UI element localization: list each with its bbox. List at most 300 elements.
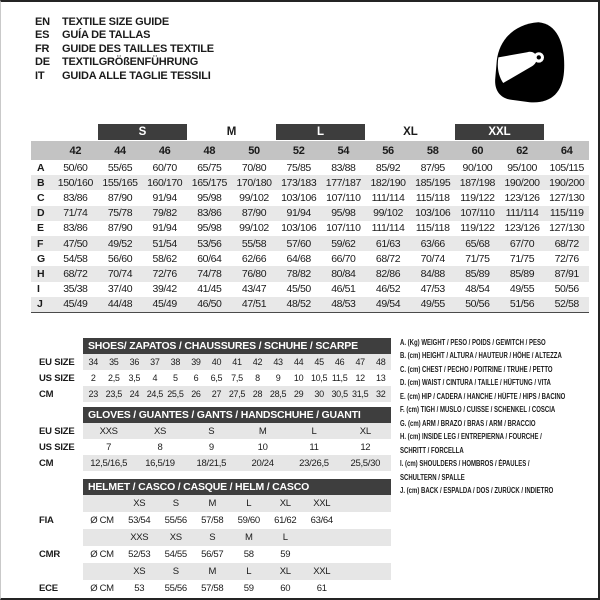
language-code: IT <box>35 69 45 82</box>
shoes-cells <box>83 354 391 370</box>
legend-line: J. (cm) BACK / ESPALDA / DOS / ZURÜCK / INDIETRO <box>400 485 554 495</box>
glove-size-cell: 25,5/30 <box>350 457 381 469</box>
shoe-size-cell: 38 <box>170 357 181 367</box>
measurement-cell: 83/86 <box>63 222 88 235</box>
measurement-cell: 72/76 <box>554 252 579 265</box>
language-row <box>35 29 214 42</box>
measurement-cell: 150/160 <box>57 176 93 189</box>
measurement-cell: 107/110 <box>460 207 495 220</box>
glove-size-cell: S <box>208 425 215 437</box>
shoe-size-cell: 5 <box>173 373 178 383</box>
measurement-cell: 50/56 <box>465 298 490 311</box>
measurement-cell: 90/100 <box>462 161 493 174</box>
measurement-cell: 103/106 <box>281 222 317 235</box>
measurement-cell: 37/40 <box>107 283 133 296</box>
measurement-cell: 63/66 <box>420 237 445 250</box>
measurement-cell: 70/74 <box>420 252 445 265</box>
shoe-size-cell: 31,5 <box>352 389 369 399</box>
language-title: GUIDE DES TAILLES TEXTILE <box>62 42 214 55</box>
helmet-size-cell: 55/56 <box>164 515 187 526</box>
measurement-cell: 35/38 <box>63 283 88 296</box>
measurement-cell: 60/70 <box>152 161 177 174</box>
shoes-row <box>39 386 391 402</box>
helmet-cells <box>83 512 391 529</box>
shoe-size-cell: 34 <box>88 357 98 367</box>
measurement-cell: 115/118 <box>415 222 450 235</box>
measurement-row <box>31 175 589 190</box>
measurement-cell: 190/200 <box>549 176 585 189</box>
helmet-size-cell: 57/58 <box>201 583 224 594</box>
helmet-size-cell <box>304 549 341 560</box>
measurement-row <box>31 190 589 205</box>
measurement-cell: 55/65 <box>107 161 133 174</box>
measurement-cell: 70/74 <box>107 267 133 280</box>
measurement-cells <box>53 162 589 174</box>
measurement-cell: 83/86 <box>63 191 88 204</box>
helmet-title-bar: HELMET / CASCO / CASQUE / HELM / CASCO <box>83 479 391 495</box>
glove-size-cell: 8 <box>157 441 163 453</box>
language-code: DE <box>35 56 50 69</box>
shoes-row <box>39 354 391 370</box>
glove-size-cell: XS <box>153 425 167 437</box>
shoe-size-cell: 27 <box>211 389 222 399</box>
measurement-cell: 173/183 <box>281 176 317 189</box>
legend-line: E. (cm) HIP / CADERA / HANCHE / HÜFTE / HIPS / BACINO <box>400 391 566 401</box>
helmet-cells <box>83 495 391 512</box>
shoe-size-cell: 11,5 <box>331 373 348 383</box>
helmet-size-cell: 61 <box>316 583 327 594</box>
helmet-size-cells <box>121 515 340 526</box>
gloves-cells <box>83 423 391 439</box>
numeric-size-cell: 44 <box>114 144 126 157</box>
helmet-size-cell: 56/57 <box>201 549 224 560</box>
shoe-size-cell: 28 <box>252 389 263 399</box>
measurement-cell: 80/84 <box>331 267 356 280</box>
helmet-cells <box>83 563 391 580</box>
measurement-row-label: B <box>37 176 45 189</box>
measurement-cell: 70/80 <box>241 161 267 174</box>
glove-size-cell: 12,5/16,5 <box>90 457 128 469</box>
diameter-unit-label: Ø CM <box>90 515 114 526</box>
glove-size-cell: 9 <box>208 441 214 453</box>
measurement-cell: 78/82 <box>286 267 311 280</box>
letter-size-header: L <box>276 124 365 140</box>
helmet-row <box>39 546 391 563</box>
size-system-label: CM <box>39 388 54 400</box>
gloves-cells <box>83 455 391 471</box>
helmet-cells <box>83 546 391 563</box>
measurement-cell: 49/55 <box>420 298 445 311</box>
measurement-cell: 66/70 <box>331 252 356 265</box>
measurement-cell: 62/66 <box>241 252 267 265</box>
helmet-size-cell: L <box>282 532 288 543</box>
measurement-cells <box>53 192 589 204</box>
measurement-cell: 79/82 <box>152 207 177 220</box>
helmet-size-cells <box>121 498 340 509</box>
gloves-title-bar: GLOVES / GUANTES / GANTS / HANDSCHUHE / GUANTI <box>83 407 391 423</box>
measurement-cell: 127/130 <box>549 191 585 204</box>
shoe-size-cell: 29 <box>293 389 304 399</box>
size-system-label: US SIZE <box>39 441 75 453</box>
measurement-cell: 103/106 <box>415 207 451 220</box>
shoe-size-cell: 43 <box>273 357 283 367</box>
language-row <box>35 56 214 69</box>
helmet-size-cell: 61/62 <box>274 515 297 526</box>
homologation-label: CMR <box>39 549 61 560</box>
measurement-cell: 46/50 <box>197 298 222 311</box>
shoe-size-cell: 6,5 <box>210 373 223 383</box>
numeric-size-cell: 64 <box>560 144 573 157</box>
numeric-size-cell: 54 <box>337 144 350 157</box>
measurement-row-label: H <box>37 267 45 280</box>
helmet-size-cell: L <box>246 566 252 577</box>
measurement-cell: 123/126 <box>504 191 540 204</box>
shoe-size-cell: 39 <box>191 357 201 367</box>
measurement-cells <box>53 177 589 189</box>
measurement-cell: 115/119 <box>549 207 584 220</box>
shoe-size-cell: 30 <box>314 389 324 399</box>
legend-line: F. (cm) TIGH / MUSLO / CUISSE / SCHENKEL / COSCIA <box>400 405 556 415</box>
measurement-cell: 160/170 <box>147 176 183 189</box>
measurement-row <box>31 221 589 236</box>
shoe-size-cell: 13 <box>375 373 386 383</box>
measurement-cell: 50/60 <box>63 161 88 174</box>
measurement-cell: 87/90 <box>241 207 267 220</box>
measurement-cell: 44/48 <box>107 298 133 311</box>
legend-line: A. (Kg) WEIGHT / PESO / POIDS / GEWITCH / PESO <box>400 338 546 347</box>
shoe-size-cell: 10,5 <box>310 373 328 383</box>
size-system-label: EU SIZE <box>39 425 75 437</box>
measurement-cell: 75/85 <box>286 161 311 174</box>
measurement-cells <box>53 268 589 280</box>
measurement-row-label: I <box>37 283 40 296</box>
letter-size-header: M <box>226 126 237 138</box>
measurement-cell: 95/100 <box>507 161 537 174</box>
numeric-size-cell: 62 <box>516 144 528 157</box>
measurement-cell: 155/165 <box>102 176 138 189</box>
helmet-rows <box>39 495 391 597</box>
measurement-cell: 65/68 <box>465 237 490 250</box>
measurement-cell: 83/88 <box>331 161 356 174</box>
measurement-cells <box>53 283 589 295</box>
shoe-size-cell: 4 <box>152 373 158 383</box>
letter-size-header: XXL <box>455 124 544 140</box>
shoe-size-cell: 26 <box>191 389 201 399</box>
helmet-size-cell: M <box>244 532 253 543</box>
measurement-cell: 59/62 <box>331 237 356 250</box>
helmet-section <box>39 479 391 597</box>
shoes-section <box>39 338 391 402</box>
measurement-row <box>31 282 589 297</box>
measurement-cell: 111/114 <box>505 207 539 220</box>
shoe-size-cell: 23,5 <box>105 389 122 399</box>
helmet-size-cell: S <box>172 566 179 577</box>
gloves-row <box>39 423 391 439</box>
measurement-cell: 51/56 <box>509 298 535 311</box>
letter-size-header: S <box>98 124 187 140</box>
homologation-label: FIA <box>39 515 54 526</box>
legend-line: C. (cm) CHEST / PECHO / POITRINE / TRUHE / PETTO <box>400 364 553 374</box>
shoe-size-cell: 27,5 <box>228 389 246 399</box>
shoe-size-cell: 36 <box>129 357 140 367</box>
measurement-cell: 48/53 <box>331 298 356 311</box>
legend-line: I. (cm) SHOULDERS / HOMBROS / ÉPAULES / <box>400 459 530 469</box>
measurement-row <box>31 251 589 266</box>
measurement-cell: 99/102 <box>239 222 269 235</box>
helmet-size-cells <box>121 549 340 560</box>
measurement-cell: 165/175 <box>191 176 227 189</box>
helmet-size-cell: M <box>208 566 217 577</box>
numeric-size-header-row <box>31 141 589 160</box>
measurement-row <box>31 297 589 312</box>
measurement-cell: 54/58 <box>63 252 88 265</box>
homologation-label: ECE <box>39 583 58 594</box>
shoe-size-cell: 32 <box>375 389 386 399</box>
measurement-cell: 52/58 <box>554 298 579 311</box>
shoe-size-cell: 40 <box>211 357 222 367</box>
measurement-cell: 91/94 <box>152 222 177 235</box>
measurement-cell: 58/62 <box>152 252 177 265</box>
measurement-row-label: E <box>37 222 45 235</box>
measurement-cell: 71/75 <box>465 252 490 265</box>
shoe-size-cell: 2 <box>90 373 96 383</box>
measurement-cells <box>53 238 589 250</box>
measurement-cell: 50/56 <box>554 283 579 296</box>
measurement-row-label: J <box>37 298 43 311</box>
measurement-cell: 49/55 <box>509 283 535 296</box>
measurement-cell: 68/72 <box>375 252 401 265</box>
numeric-size-cell: 56 <box>382 144 394 157</box>
measurement-cell: 87/95 <box>420 161 445 174</box>
shoe-size-cell: 2,5 <box>107 373 120 383</box>
shoe-size-cell: 24 <box>129 389 140 399</box>
measurement-cell: 91/94 <box>152 191 177 204</box>
helmet-size-cell: S <box>172 498 179 509</box>
measurement-cell: 119/122 <box>460 191 495 204</box>
measurement-cells <box>53 253 589 265</box>
measurement-cell: 47/50 <box>63 237 88 250</box>
measurement-cell: 51/54 <box>152 237 177 250</box>
size-system-label: CM <box>39 457 54 469</box>
language-title: GUÍA DE TALLAS <box>62 29 151 42</box>
shoe-size-cell: 25,5 <box>167 389 184 399</box>
measurement-row-label: A <box>37 161 45 174</box>
measurement-cell: 72/76 <box>152 267 177 280</box>
measurement-cell: 115/118 <box>415 191 450 204</box>
measurement-cell: 99/102 <box>373 207 403 220</box>
measurement-cell: 95/98 <box>197 191 222 204</box>
measurement-cell: 111/114 <box>371 222 405 235</box>
shoe-size-cell: 9 <box>275 373 281 383</box>
measurement-cell: 85/92 <box>375 161 401 174</box>
measurement-cell: 74/78 <box>197 267 222 280</box>
helmet-row <box>39 563 391 580</box>
measurement-row <box>31 236 589 251</box>
numeric-size-cell: 46 <box>158 144 171 157</box>
measurement-row-label: C <box>37 191 45 204</box>
shoe-size-cell: 42 <box>252 357 263 367</box>
helmet-size-cell: XL <box>279 498 291 509</box>
shoes-cells <box>83 370 391 386</box>
helmet-size-cell: 52/53 <box>128 549 151 560</box>
language-row <box>35 43 214 56</box>
measurement-cell: 47/51 <box>241 298 267 311</box>
language-code: EN <box>35 16 50 28</box>
shoes-rows <box>39 354 391 402</box>
measurement-cell: 85/89 <box>509 267 535 280</box>
numeric-size-cell: 60 <box>471 144 484 157</box>
measurement-cell: 48/52 <box>286 298 311 311</box>
measurement-cell: 45/50 <box>286 283 311 296</box>
numeric-size-cell: 58 <box>426 144 439 157</box>
measurement-cell: 83/86 <box>197 207 222 220</box>
shoe-size-cell: 41 <box>232 357 242 367</box>
helmet-cells <box>83 529 391 546</box>
helmet-size-cell: 59 <box>243 583 254 594</box>
measurement-cells <box>53 298 589 310</box>
shoe-size-cell: 28,5 <box>269 389 287 399</box>
measurement-cells <box>53 222 589 234</box>
measurement-cell: 64/68 <box>286 252 311 265</box>
glove-size-cell: XXS <box>99 425 118 437</box>
shoe-size-cell: 12 <box>355 373 365 383</box>
helmet-size-cell: 53/54 <box>128 515 151 526</box>
shoes-cells <box>83 386 391 402</box>
measurement-cell: 127/130 <box>549 222 585 235</box>
measurement-cell: 75/78 <box>107 207 133 220</box>
measurement-cell: 43/47 <box>241 283 267 296</box>
gloves-cells <box>83 439 391 455</box>
shoe-size-cell: 46 <box>334 357 345 367</box>
helmet-size-cell: 63/64 <box>310 515 333 526</box>
measurement-row <box>31 160 589 175</box>
numeric-size-cell: 42 <box>69 144 82 157</box>
glove-size-cell: XL <box>359 425 371 437</box>
legend-line: D. (cm) WAIST / CINTURA / TAILLE / HÜFTUNG / VITA <box>400 378 551 388</box>
measurement-row <box>31 266 589 281</box>
measurement-row-label: D <box>37 207 45 220</box>
measurement-cell: 187/198 <box>459 176 495 189</box>
measurement-cell: 82/86 <box>375 267 401 280</box>
measurement-cell: 170/180 <box>236 176 272 189</box>
language-title: TEXTILE SIZE GUIDE <box>62 16 170 28</box>
size-system-label: US SIZE <box>39 372 75 384</box>
helmet-size-cell: XXL <box>313 498 331 509</box>
measurement-legend <box>400 336 598 497</box>
measurement-cell: 99/102 <box>239 191 269 204</box>
language-row <box>35 70 214 83</box>
measurement-cell: 87/90 <box>107 222 133 235</box>
measurement-cell: 91/94 <box>286 207 311 220</box>
letter-size-header: XL <box>403 126 418 138</box>
measurement-cell: 67/70 <box>509 237 535 250</box>
helmet-row <box>39 495 391 512</box>
helmet-size-cell: 53 <box>134 583 145 594</box>
measurement-cell: 87/91 <box>554 267 579 280</box>
measurement-cell: 48/54 <box>465 283 490 296</box>
measurement-cell: 95/98 <box>331 207 356 220</box>
helmet-size-cell: M <box>208 498 217 509</box>
legend-line: H. (cm) INSIDE LEG / ENTREPIERNA / FOURCHE / <box>400 432 542 442</box>
measurement-cell: 107/110 <box>326 191 361 204</box>
measurement-cell: 185/195 <box>415 176 451 189</box>
shoe-size-cell: 23 <box>88 389 98 399</box>
legend-line: SCHULTERN / SPALLE <box>400 472 465 482</box>
numeric-size-cells <box>53 145 589 157</box>
measurement-cell: 76/80 <box>241 267 267 280</box>
measurement-cell: 107/110 <box>326 222 361 235</box>
language-row <box>35 16 214 29</box>
measurement-cell: 49/52 <box>107 237 133 250</box>
helmet-size-cell: XXS <box>130 532 149 543</box>
shoe-size-cell: 45 <box>314 357 324 367</box>
helmet-size-cells <box>121 566 340 577</box>
size-system-label: EU SIZE <box>39 356 75 368</box>
measurement-cell: 177/187 <box>325 176 361 189</box>
measurement-cell: 53/56 <box>197 237 222 250</box>
gloves-row <box>39 455 391 471</box>
helmet-size-cell: 60 <box>280 583 291 594</box>
diameter-unit-label: Ø CM <box>90 583 114 594</box>
shoe-size-cell: 48 <box>375 357 386 367</box>
gloves-row <box>39 439 391 455</box>
measurement-cell: 46/51 <box>331 283 356 296</box>
measurement-cell: 46/52 <box>375 283 401 296</box>
helmet-cells <box>83 580 391 597</box>
measurement-cell: 119/122 <box>460 222 495 235</box>
glove-size-cell: 11 <box>309 441 319 453</box>
glove-size-cell: 20/24 <box>251 457 274 469</box>
measurement-cell: 45/49 <box>63 298 88 311</box>
measurement-cell: 85/89 <box>465 267 490 280</box>
measurement-cell: 39/42 <box>152 283 177 296</box>
measurement-row-label: F <box>37 237 44 250</box>
helmet-size-cells <box>121 532 340 543</box>
legend-line: SCHRITT / FORCELLA <box>400 445 464 455</box>
glove-size-cell: 7 <box>106 441 112 453</box>
diameter-unit-label: Ø CM <box>90 549 114 560</box>
shoe-size-cell: 37 <box>150 357 160 367</box>
legend-line: G. (cm) ARM / BRAZO / BRAS / ARM / BRACCIO <box>400 418 536 428</box>
measurement-cell: 65/75 <box>197 161 222 174</box>
language-title-list <box>35 16 214 83</box>
textile-size-table <box>31 123 589 313</box>
measurement-cell: 55/58 <box>241 237 267 250</box>
helmet-size-cell: 58 <box>243 549 254 560</box>
glove-size-cell: M <box>258 425 267 437</box>
glove-size-cell: 12 <box>360 441 371 453</box>
shoes-row <box>39 370 391 386</box>
measurement-cell: 68/72 <box>63 267 88 280</box>
measurement-cell: 105/115 <box>549 161 584 174</box>
letter-size-header-row <box>31 123 589 141</box>
helmet-size-cell: 59/60 <box>237 515 260 526</box>
measurement-cell: 49/54 <box>375 298 401 311</box>
measurement-cell: 45/49 <box>152 298 177 311</box>
gloves-section <box>39 407 391 471</box>
helmet-row <box>39 512 391 529</box>
measurement-cell: 41/45 <box>197 283 222 296</box>
shoe-size-cell: 30,5 <box>331 389 348 399</box>
measurement-rows <box>31 160 589 312</box>
shoe-size-cell: 35 <box>109 357 119 367</box>
measurement-row-label: G <box>37 252 46 265</box>
helmet-size-cell: S <box>209 532 216 543</box>
helmet-size-cells <box>121 583 340 594</box>
measurement-cell: 68/72 <box>554 237 579 250</box>
shoe-size-cell: 6 <box>193 373 199 383</box>
measurement-cell: 123/126 <box>504 222 540 235</box>
